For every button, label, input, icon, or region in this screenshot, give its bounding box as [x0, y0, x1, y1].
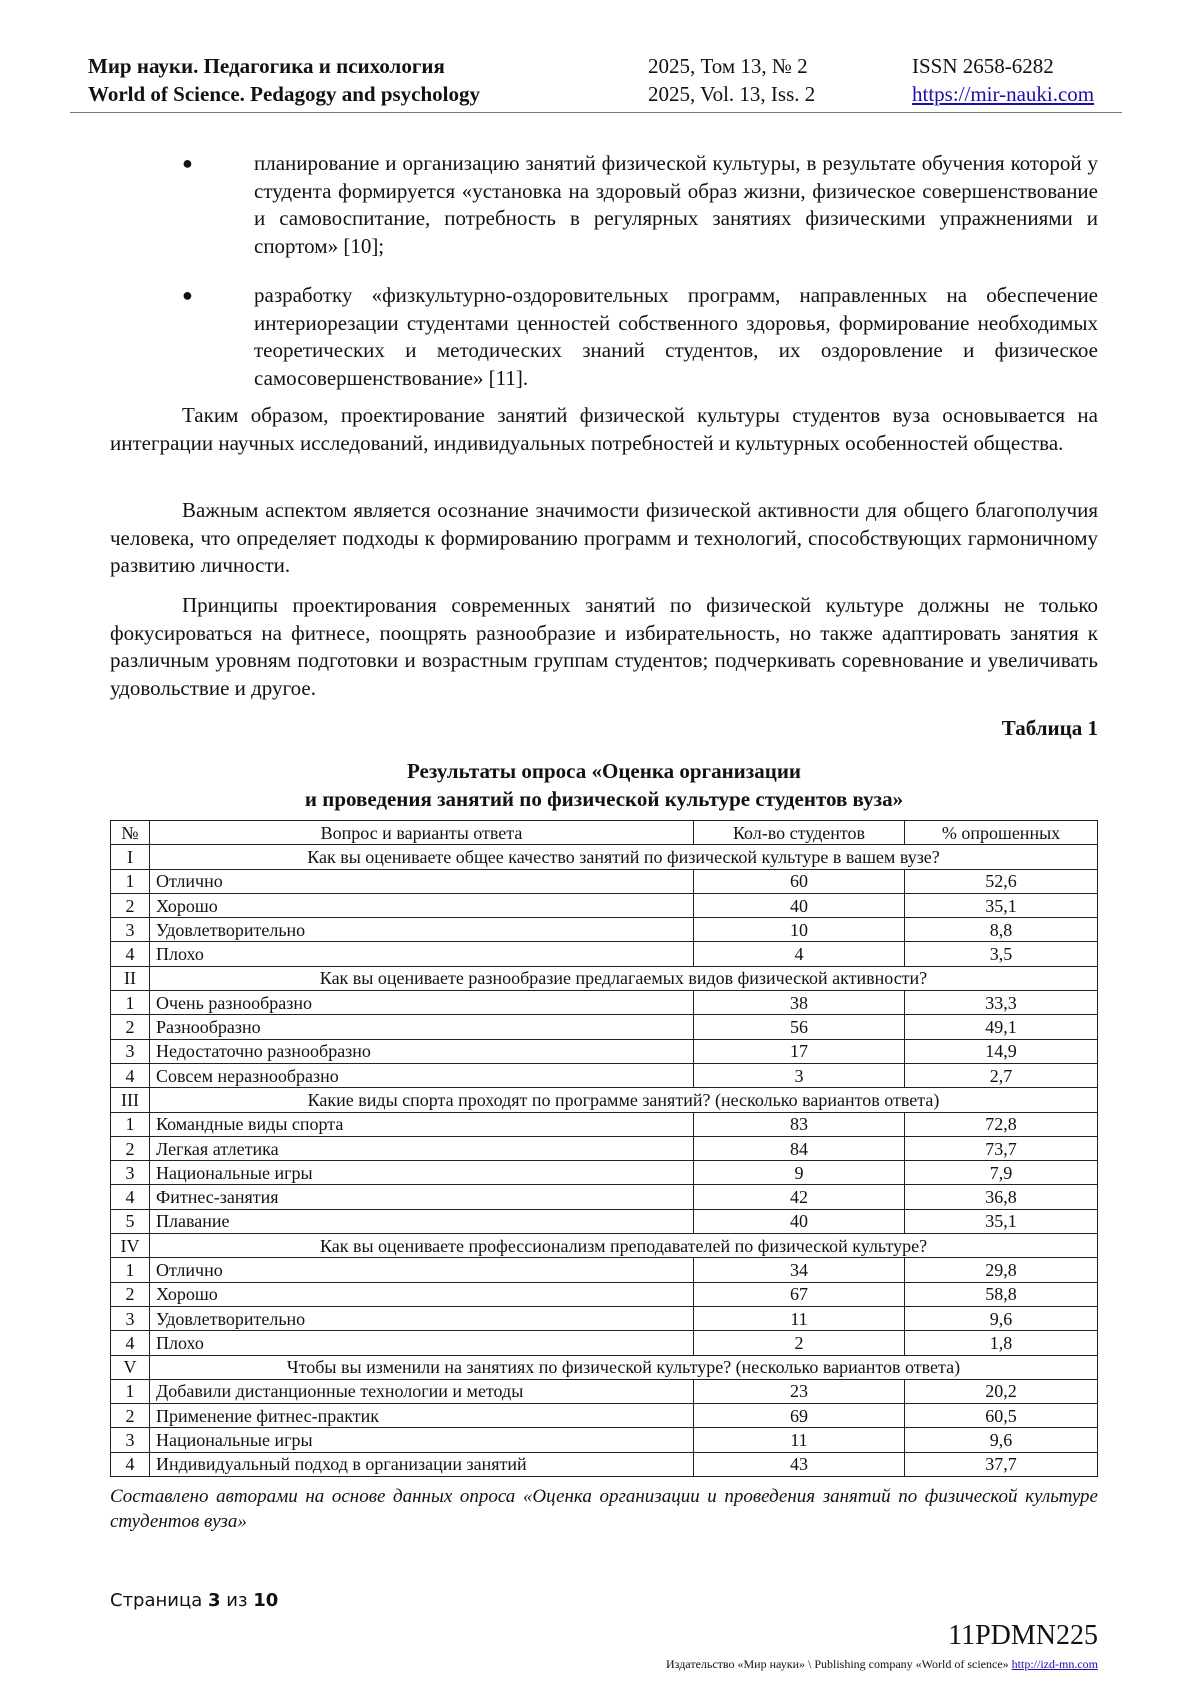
- row-number: 3: [111, 1039, 150, 1063]
- student-count: 69: [694, 1404, 905, 1428]
- student-count: 40: [694, 893, 905, 917]
- answer-option: Плохо: [150, 1331, 694, 1355]
- student-count: 84: [694, 1136, 905, 1160]
- table-row: [111, 1282, 1098, 1306]
- answer-option: Хорошо: [150, 1282, 694, 1306]
- student-count: 40: [694, 1209, 905, 1233]
- student-count: 38: [694, 991, 905, 1015]
- journal-title-en: World of Science. Pedagogy and psychology: [88, 82, 481, 106]
- table-body: [111, 845, 1098, 1477]
- page-total: 10: [253, 1590, 279, 1611]
- row-number: 4: [111, 1063, 150, 1087]
- row-number: 3: [111, 1161, 150, 1185]
- survey-results-table: [110, 820, 1098, 1477]
- percent-respondents: 29,8: [905, 1258, 1098, 1282]
- answer-option: Индивидуальный подход в организации занятий: [150, 1452, 694, 1476]
- page-number: [110, 1590, 278, 1611]
- table-title-line1: Результаты опроса «Оценка организации: [406, 759, 802, 783]
- row-number: 1: [111, 1379, 150, 1403]
- table-row: [111, 1136, 1098, 1160]
- percent-respondents: 60,5: [905, 1404, 1098, 1428]
- student-count: 11: [694, 1428, 905, 1452]
- bullet-item: [110, 282, 1098, 392]
- row-number: 1: [111, 1112, 150, 1136]
- publisher-line: [666, 1657, 1098, 1672]
- answer-option: Разнообразно: [150, 1015, 694, 1039]
- answer-option: Очень разнообразно: [150, 991, 694, 1015]
- journal-title-ru: Мир науки. Педагогика и психология: [88, 54, 445, 78]
- percent-respondents: 14,9: [905, 1039, 1098, 1063]
- percent-respondents: 9,6: [905, 1428, 1098, 1452]
- section-number: IV: [111, 1234, 150, 1258]
- table-row: [111, 918, 1098, 942]
- percent-respondents: 35,1: [905, 1209, 1098, 1233]
- col-header-count: Кол-во студентов: [694, 821, 905, 845]
- row-number: 3: [111, 1428, 150, 1452]
- paragraph: Таким образом, проектирование занятий физической культуры студентов вуза основывается на интеграции научных исследований, индивидуальных потребностей и культурных особенностей общества.: [110, 403, 1098, 455]
- percent-respondents: 8,8: [905, 918, 1098, 942]
- student-count: 10: [694, 918, 905, 942]
- percent-respondents: 20,2: [905, 1379, 1098, 1403]
- section-number: III: [111, 1088, 150, 1112]
- answer-option: Национальные игры: [150, 1161, 694, 1185]
- table-row: [111, 1185, 1098, 1209]
- row-number: 4: [111, 1185, 150, 1209]
- issn: ISSN 2658-6282: [912, 54, 1054, 78]
- student-count: 23: [694, 1379, 905, 1403]
- student-count: 34: [694, 1258, 905, 1282]
- table-row: [111, 1161, 1098, 1185]
- row-number: 2: [111, 893, 150, 917]
- table-row: [111, 1306, 1098, 1330]
- percent-respondents: 49,1: [905, 1015, 1098, 1039]
- table-title: [110, 758, 1098, 813]
- section-number: V: [111, 1355, 150, 1379]
- answer-option: Удовлетворительно: [150, 918, 694, 942]
- percent-respondents: 1,8: [905, 1331, 1098, 1355]
- table-row: [111, 991, 1098, 1015]
- section-row: [111, 1088, 1098, 1112]
- row-number: 4: [111, 1452, 150, 1476]
- table-row: [111, 869, 1098, 893]
- percent-respondents: 7,9: [905, 1161, 1098, 1185]
- table-row: [111, 1063, 1098, 1087]
- table-row: [111, 893, 1098, 917]
- issue-info: [648, 52, 815, 108]
- col-header-question: Вопрос и варианты ответа: [150, 821, 694, 845]
- percent-respondents: 52,6: [905, 869, 1098, 893]
- table-row: [111, 1379, 1098, 1403]
- section-question: Как вы оцениваете разнообразие предлагаемых видов физической активности?: [150, 966, 1098, 990]
- answer-option: Недостаточно разнообразно: [150, 1039, 694, 1063]
- table-row: [111, 1428, 1098, 1452]
- percent-respondents: 33,3: [905, 991, 1098, 1015]
- bullet-icon: ●: [182, 153, 193, 173]
- page-of: из: [226, 1590, 248, 1611]
- answer-option: Отлично: [150, 1258, 694, 1282]
- answer-option: Добавили дистанционные технологии и методы: [150, 1379, 694, 1403]
- percent-respondents: 9,6: [905, 1306, 1098, 1330]
- student-count: 9: [694, 1161, 905, 1185]
- percent-respondents: 72,8: [905, 1112, 1098, 1136]
- table-row: [111, 1039, 1098, 1063]
- percent-respondents: 37,7: [905, 1452, 1098, 1476]
- row-number: 1: [111, 869, 150, 893]
- student-count: 4: [694, 942, 905, 966]
- answer-option: Удовлетворительно: [150, 1306, 694, 1330]
- section-question: Какие виды спорта проходят по программе занятий? (несколько вариантов ответа): [150, 1088, 1098, 1112]
- student-count: 11: [694, 1306, 905, 1330]
- issue-en: 2025, Vol. 13, Iss. 2: [648, 82, 816, 106]
- section-question: Как вы оцениваете общее качество занятий по физической культуре в вашем вузе?: [150, 845, 1098, 869]
- journal-header: [70, 52, 1120, 112]
- row-number: 2: [111, 1136, 150, 1160]
- row-number: 1: [111, 991, 150, 1015]
- row-number: 3: [111, 1306, 150, 1330]
- student-count: 83: [694, 1112, 905, 1136]
- bullet-icon: ●: [182, 285, 193, 305]
- journal-link[interactable]: https://mir-nauki.com: [912, 82, 1095, 106]
- col-header-number: №: [111, 821, 150, 845]
- table-row: [111, 1258, 1098, 1282]
- answer-option: Плохо: [150, 942, 694, 966]
- student-count: 3: [694, 1063, 905, 1087]
- row-number: 4: [111, 942, 150, 966]
- answer-option: Плавание: [150, 1209, 694, 1233]
- table-row: [111, 1112, 1098, 1136]
- answer-option: Легкая атлетика: [150, 1136, 694, 1160]
- table-row: [111, 1404, 1098, 1428]
- col-header-percent: % опрошенных: [905, 821, 1098, 845]
- row-number: 1: [111, 1258, 150, 1282]
- table-row: [111, 1015, 1098, 1039]
- answer-option: Отлично: [150, 869, 694, 893]
- header-divider: [70, 112, 1122, 113]
- bullet-item: [110, 150, 1098, 260]
- percent-respondents: 2,7: [905, 1063, 1098, 1087]
- section-number: II: [111, 966, 150, 990]
- answer-option: Хорошо: [150, 893, 694, 917]
- student-count: 42: [694, 1185, 905, 1209]
- issue-ru: 2025, Том 13, № 2: [648, 54, 808, 78]
- student-count: 17: [694, 1039, 905, 1063]
- answer-option: Совсем неразнообразно: [150, 1063, 694, 1087]
- student-count: 43: [694, 1452, 905, 1476]
- publisher-text: Издательство «Мир науки» \ Publishing company «World of science»: [666, 1657, 1009, 1671]
- percent-respondents: 73,7: [905, 1136, 1098, 1160]
- section-question: Как вы оцениваете профессионализм преподавателей по физической культуре?: [150, 1234, 1098, 1258]
- percent-respondents: 36,8: [905, 1185, 1098, 1209]
- paragraph: Важным аспектом является осознание значимости физической активности для общего благополучия человека, что определяет подходы к формированию программ и технологий, способствующих гармоничному развитию личности.: [110, 498, 1098, 577]
- row-number: 4: [111, 1331, 150, 1355]
- page-current: 3: [208, 1590, 221, 1611]
- table-row: [111, 1331, 1098, 1355]
- section-number: I: [111, 845, 150, 869]
- journal-meta: [912, 52, 1094, 108]
- page-prefix: Страница: [110, 1590, 203, 1611]
- section-question: Чтобы вы изменили на занятиях по физической культуре? (несколько вариантов ответа): [150, 1355, 1098, 1379]
- table-source-note: Составлено авторами на основе данных опроса «Оценка организации и проведения занятий по физической культуре студентов вуза»: [110, 1486, 1098, 1532]
- answer-option: Национальные игры: [150, 1428, 694, 1452]
- row-number: 2: [111, 1015, 150, 1039]
- row-number: 2: [111, 1282, 150, 1306]
- publisher-link[interactable]: http://izd-mn.com: [1011, 1657, 1098, 1671]
- answer-option: Применение фитнес-практик: [150, 1404, 694, 1428]
- row-number: 2: [111, 1404, 150, 1428]
- section-row: [111, 1234, 1098, 1258]
- section-row: [111, 845, 1098, 869]
- row-number: 3: [111, 918, 150, 942]
- table-row: [111, 942, 1098, 966]
- percent-respondents: 58,8: [905, 1282, 1098, 1306]
- student-count: 2: [694, 1331, 905, 1355]
- table-header-row: [111, 821, 1098, 845]
- section-row: [111, 966, 1098, 990]
- answer-option: Командные виды спорта: [150, 1112, 694, 1136]
- section-row: [111, 1355, 1098, 1379]
- table-row: [111, 1452, 1098, 1476]
- paragraph: Принципы проектирования современных занятий по физической культуре должны не только фокусироваться на фитнесе, поощрять разнообразие и избирательность, но также адаптировать занятия к различным уровням подготовки и возрастным группам студентов; подчеркивать соревнование и увеличивать удовольствие и другое.: [110, 593, 1098, 700]
- bullet-text: разработку «физкультурно-оздоровительных программ, направленных на обеспечение интериорезации студентами ценностей собственного здоровья, формирование необходимых теоретических и методических знаний студентов, их оздоровление и физическое самосовершенствование» [11].: [254, 283, 1098, 390]
- percent-respondents: 3,5: [905, 942, 1098, 966]
- table-title-line2: и проведения занятий по физической культуре студентов вуза»: [304, 786, 904, 811]
- table-label: Таблица 1: [1001, 716, 1098, 740]
- student-count: 67: [694, 1282, 905, 1306]
- journal-title: [88, 52, 480, 108]
- student-count: 60: [694, 869, 905, 893]
- article-code: 11PDMN225: [948, 1620, 1098, 1651]
- table-row: [111, 1209, 1098, 1233]
- percent-respondents: 35,1: [905, 893, 1098, 917]
- bullet-text: планирование и организацию занятий физической культуры, в результате обучения которой у студента формируется «установка на здоровый образ жизни, физическое совершенствование и самовоспитание, потребность в регулярных занятиях физическими упражнениями и спортом» [10];: [254, 151, 1098, 258]
- answer-option: Фитнес-занятия: [150, 1185, 694, 1209]
- student-count: 56: [694, 1015, 905, 1039]
- row-number: 5: [111, 1209, 150, 1233]
